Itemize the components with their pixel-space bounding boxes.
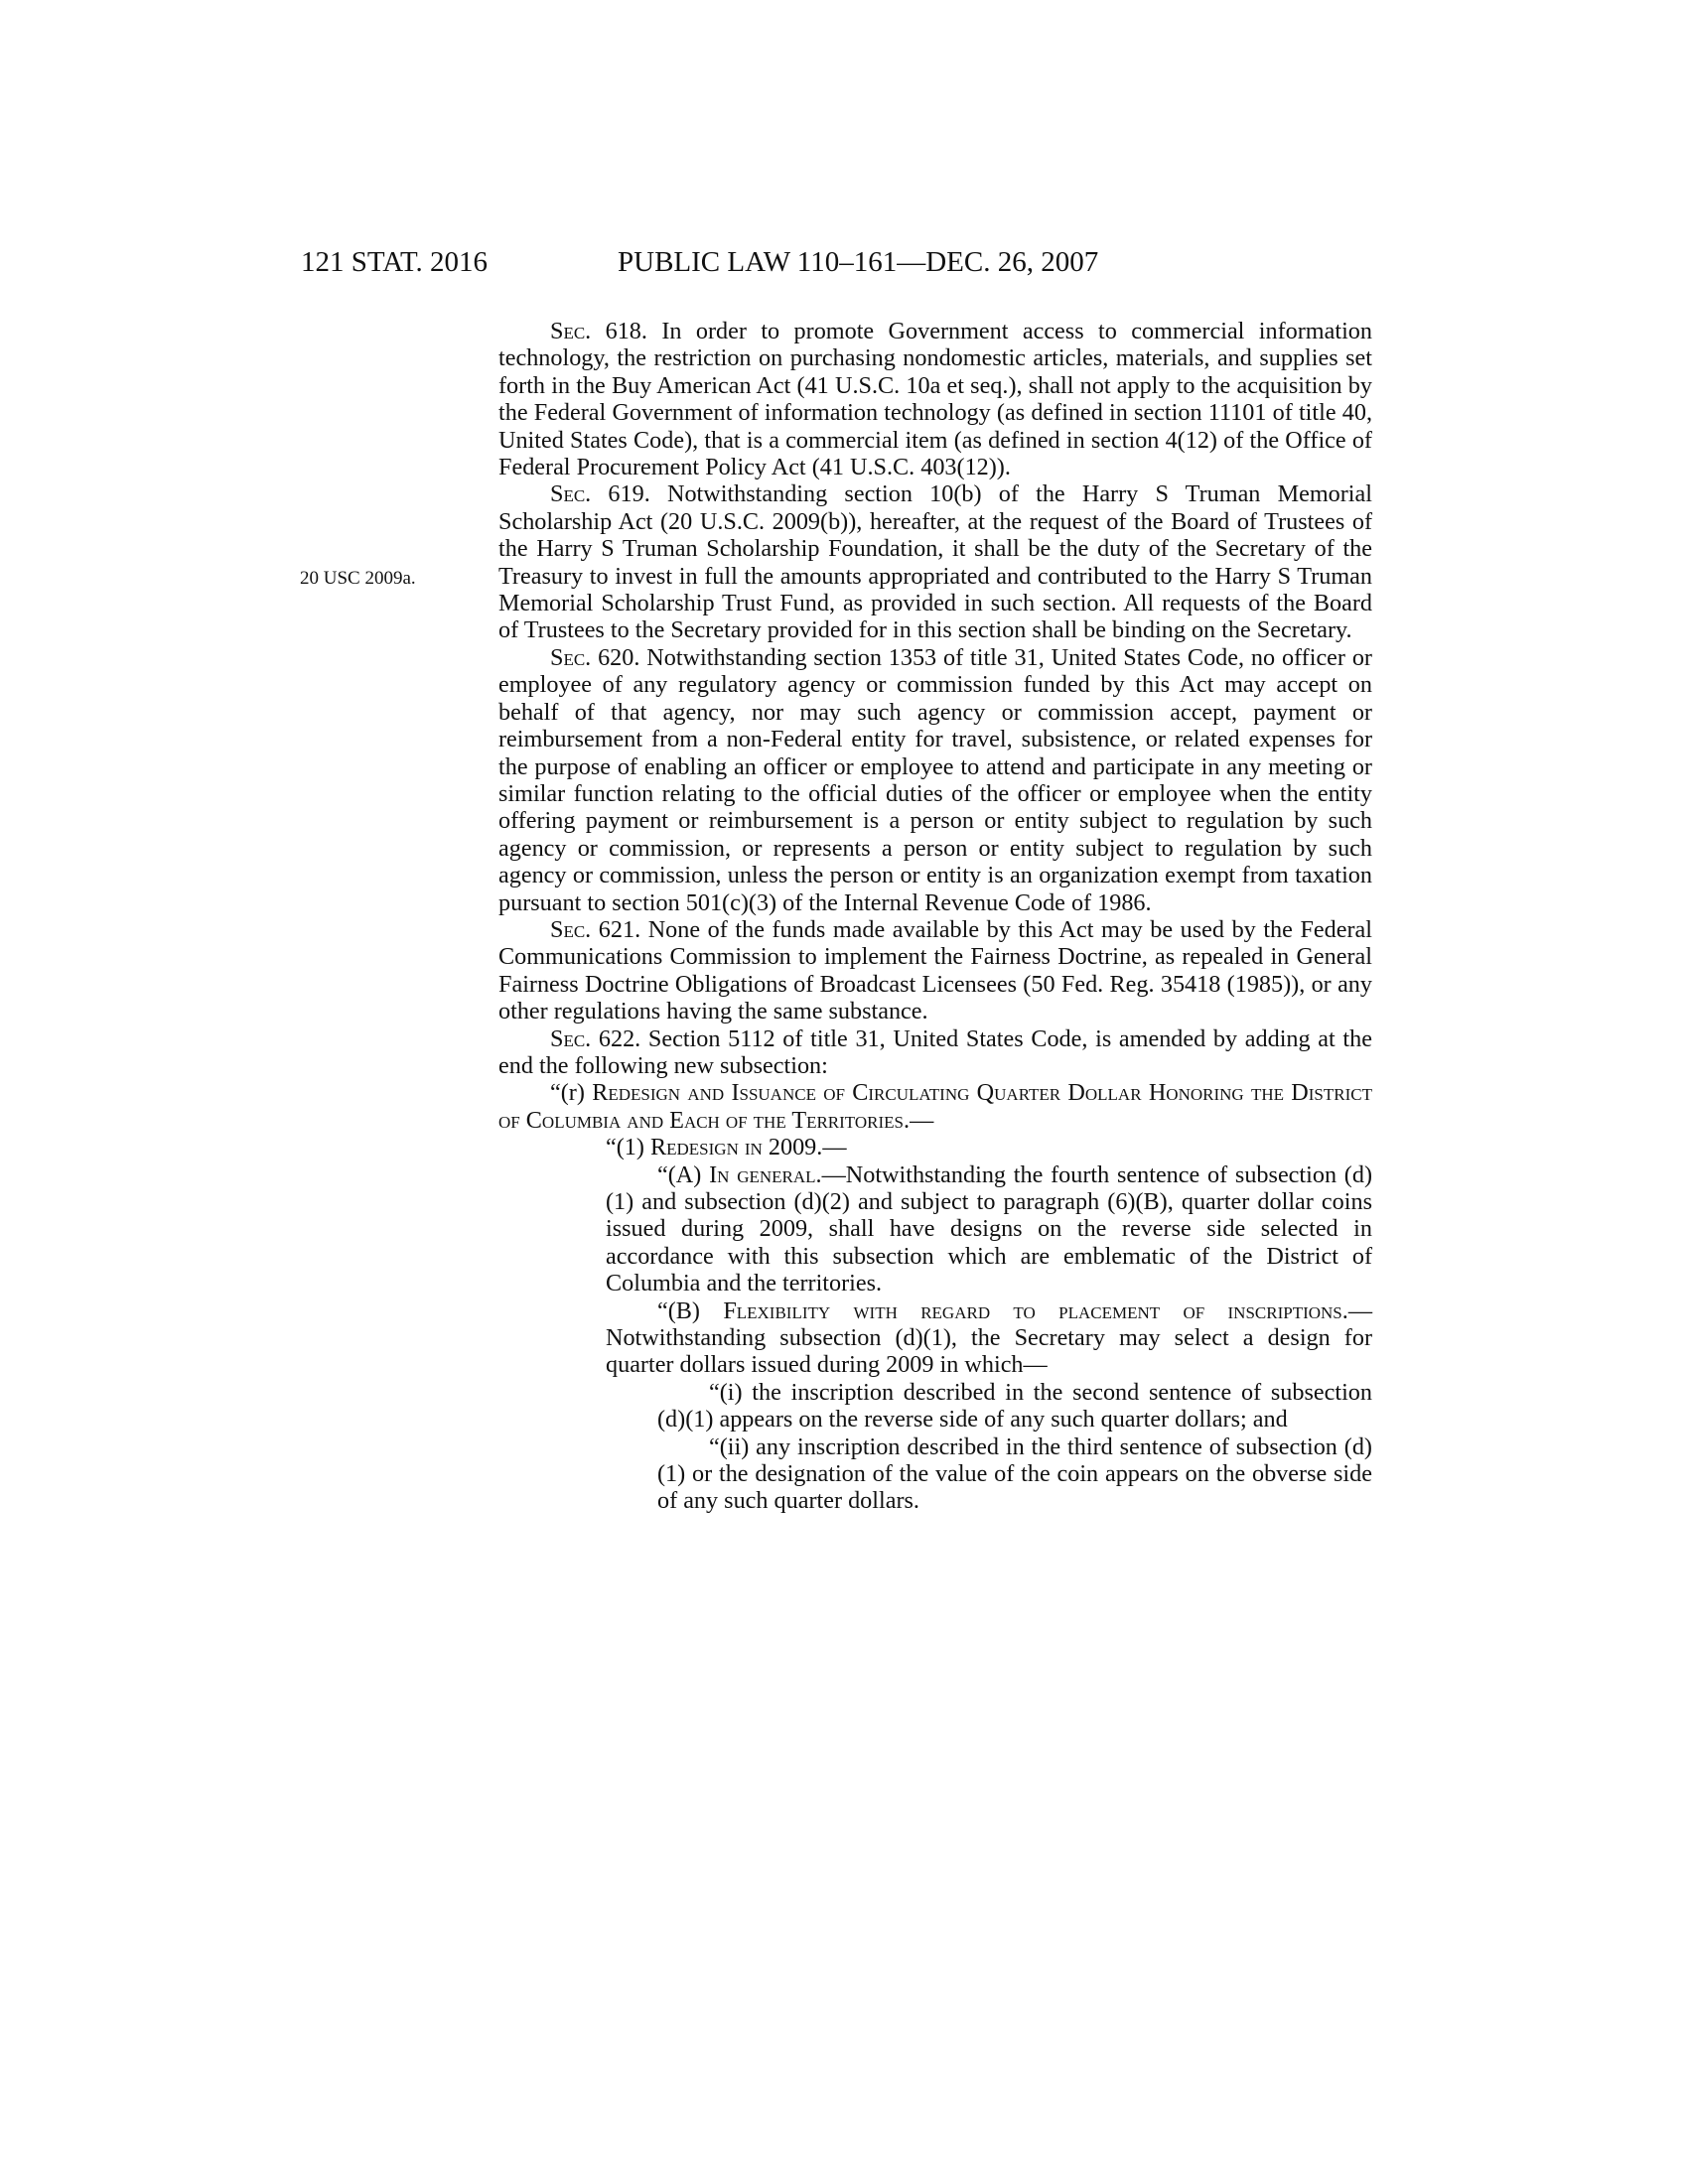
subparagraph-a xyxy=(606,1161,1372,1297)
subsection-suffix: — xyxy=(910,1106,934,1134)
subparagraph-text: —Notwithstanding the fourth sentence of subsection (d)(1) and subsection (d)(2) and subject to paragraph (6)(B), quarter dollar coins issued during 2009, shall have designs on the reverse side selected in accordance with this subsection which are emblematic of the District of Columbia and the territories. xyxy=(606,1160,1373,1297)
margin-citation-note: 20 USC 2009a. xyxy=(300,568,416,589)
page-header xyxy=(0,246,1688,286)
subparagraph-heading: Flexibility with regard to placement of inscriptions. xyxy=(723,1297,1348,1324)
subparagraph-prefix: “(B) xyxy=(657,1297,724,1324)
section-text: Notwithstanding section 1353 of title 31, United States Code, no officer or employee of any regulatory agency or commission funded by this Act may accept on behalf of that agency, nor may such agency or commission accept, payment or reimbursement from a non-Federal entity for travel, subsistence, or related expenses for the purpose of enabling an officer or employee to attend and participate in any meeting or similar function relating to the official duties of the officer or employee when the entity offering payment or reimbursement is a person or entity subject to regulation by such agency or commission, or represents a person or entity subject to regulation by such agency or commission, unless the person or entity is an organization exempt from taxation pursuant to section 501(c)(3) of the Internal Revenue Code of 1986. xyxy=(498,643,1372,916)
clause-ii: “(ii) any inscription described in the third sentence of subsection (d)(1) or the designation of the value of the coin appears on the obverse side of any such quarter dollars. xyxy=(657,1433,1372,1515)
paragraph-prefix: “(1) xyxy=(606,1134,650,1161)
paragraph-heading: Redesign in 2009. xyxy=(650,1134,823,1161)
subsection-r-heading xyxy=(498,1079,1372,1134)
public-law-reference: PUBLIC LAW 110–161—DEC. 26, 2007 xyxy=(618,246,1099,278)
section-label: Sec. 619. xyxy=(550,480,650,508)
subparagraph-prefix: “(A) xyxy=(657,1160,710,1188)
section-label: Sec. 620. xyxy=(550,643,640,671)
section-label: Sec. 621. xyxy=(550,915,641,943)
paragraph-1-heading xyxy=(498,1134,1372,1160)
clause-i: “(i) the inscription described in the second sentence of subsection (d)(1) appears on the reverse side of any such quarter dollars; and xyxy=(657,1378,1372,1433)
section-text: In order to promote Government access to commercial information technology, the restriction on purchasing nondomestic articles, materials, and supplies set forth in the Buy American Act (41 U.S.C. 10a et seq.), shall not apply to the acquisition by the Federal Government of information technology (as defined in section 11101 of title 40, United States Code), that is a commercial item (as defined in section 4(12) of the Office of Federal Procurement Policy Act (41 U.S.C. 403(12)). xyxy=(498,318,1372,481)
section-619 xyxy=(498,480,1372,643)
statute-page-reference: 121 STAT. 2016 xyxy=(301,246,489,278)
section-621 xyxy=(498,916,1372,1025)
subsection-prefix: “(r) xyxy=(550,1079,593,1107)
section-label: Sec. 622. xyxy=(550,1024,641,1052)
paragraph-suffix: — xyxy=(822,1134,847,1161)
section-620 xyxy=(498,644,1372,916)
section-622 xyxy=(498,1025,1372,1080)
subparagraph-b xyxy=(606,1297,1372,1379)
subparagraph-heading: In general. xyxy=(709,1160,822,1188)
subsection-heading: Redesign and Issuance of Circulating Quarter Dollar Honoring the District of Columbia and Each of the Territories. xyxy=(498,1079,1372,1134)
section-label: Sec. 618. xyxy=(550,318,647,344)
section-text: Section 5112 of title 31, United States Code, is amended by adding at the end the following new subsection: xyxy=(498,1024,1372,1079)
section-text: Notwithstanding section 10(b) of the Harry S Truman Memorial Scholarship Act (20 U.S.C. 2009(b)), hereafter, at the request of the Board of Trustees of the Harry S Truman Scholarship Foundation, it shall be the duty of the Secretary of the Treasury to invest in full the amounts appropriated and contributed to the Harry S Truman Memorial Scholarship Trust Fund, as provided in such section. All requests of the Board of Trustees to the Secretary provided for in this section shall be binding on the Secretary. xyxy=(498,480,1372,644)
subparagraph-text: —Notwithstanding subsection (d)(1), the Secretary may select a design for quarter dollars issued during 2009 in which— xyxy=(606,1297,1372,1379)
document-body xyxy=(498,318,1372,1515)
section-text: None of the funds made available by this Act may be used by the Federal Communications Commission to implement the Fairness Doctrine, as repealed in General Fairness Doctrine Obligations of Broadcast Licensees (50 Fed. Reg. 35418 (1985)), or any other regulations having the same substance. xyxy=(498,915,1372,1025)
section-618 xyxy=(498,318,1372,480)
